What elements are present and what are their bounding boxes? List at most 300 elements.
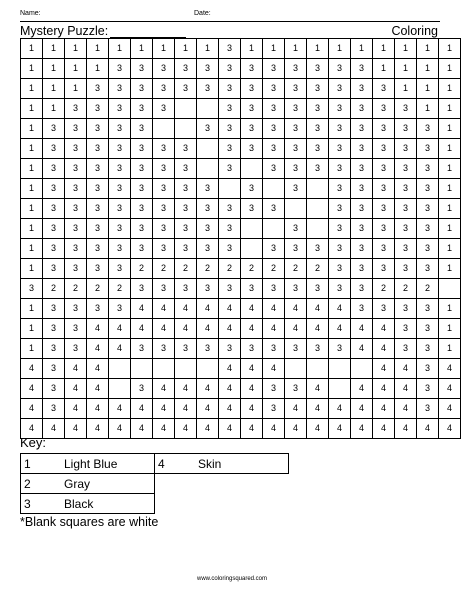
grid-cell (307, 219, 329, 239)
grid-cell: 3 (65, 319, 87, 339)
grid-cell: 4 (43, 419, 65, 439)
grid-cell: 3 (417, 259, 439, 279)
grid-cell: 3 (197, 179, 219, 199)
grid-cell: 3 (351, 219, 373, 239)
grid-cell: 3 (395, 99, 417, 119)
grid-cell: 4 (373, 359, 395, 379)
grid-cell: 4 (153, 319, 175, 339)
grid-cell: 3 (263, 119, 285, 139)
grid-cell: 1 (65, 79, 87, 99)
key-color-label: Gray (64, 476, 91, 491)
grid-cell: 4 (351, 419, 373, 439)
grid-cell: 3 (153, 339, 175, 359)
grid-cell: 3 (109, 79, 131, 99)
grid-cell: 3 (417, 379, 439, 399)
grid-cell: 3 (43, 179, 65, 199)
grid-cell: 3 (43, 379, 65, 399)
grid-cell: 3 (87, 99, 109, 119)
key-row (21, 454, 289, 474)
grid-cell (439, 279, 461, 299)
grid-cell: 4 (329, 419, 351, 439)
grid-cell: 3 (175, 199, 197, 219)
grid-cell: 3 (197, 219, 219, 239)
grid-cell: 3 (219, 79, 241, 99)
grid-cell: 1 (197, 39, 219, 59)
grid-cell: 3 (43, 219, 65, 239)
grid-cell: 3 (329, 339, 351, 359)
grid-cell: 3 (43, 399, 65, 419)
grid-cell: 3 (175, 159, 197, 179)
grid-cell (197, 159, 219, 179)
grid-cell (329, 379, 351, 399)
grid-cell: 3 (21, 279, 43, 299)
grid-row (21, 339, 461, 359)
grid-cell: 4 (263, 319, 285, 339)
grid-cell: 4 (263, 299, 285, 319)
grid-cell: 3 (87, 119, 109, 139)
grid-cell: 3 (417, 359, 439, 379)
grid-cell: 3 (175, 139, 197, 159)
grid-cell: 3 (43, 259, 65, 279)
puzzle-grid (20, 38, 461, 439)
key-title: Key: (20, 435, 47, 450)
grid-row (21, 119, 461, 139)
grid-cell: 3 (351, 139, 373, 159)
grid-cell: 3 (329, 279, 351, 299)
grid-cell: 3 (87, 219, 109, 239)
grid-cell: 3 (307, 59, 329, 79)
grid-cell: 3 (197, 339, 219, 359)
date-label: Date: (194, 10, 211, 17)
grid-cell: 3 (153, 199, 175, 219)
grid-cell: 4 (175, 419, 197, 439)
grid-cell: 3 (131, 199, 153, 219)
grid-cell: 3 (109, 299, 131, 319)
grid-row (21, 179, 461, 199)
grid-cell: 3 (219, 339, 241, 359)
grid-cell: 3 (263, 399, 285, 419)
grid-cell: 1 (21, 79, 43, 99)
grid-cell: 3 (285, 159, 307, 179)
name-label: Name: (20, 10, 41, 17)
grid-cell: 2 (109, 279, 131, 299)
grid-cell: 4 (241, 419, 263, 439)
grid-cell: 3 (351, 79, 373, 99)
grid-cell: 4 (87, 339, 109, 359)
grid-cell: 3 (417, 319, 439, 339)
grid-cell: 3 (109, 99, 131, 119)
grid-cell: 4 (241, 299, 263, 319)
grid-cell: 4 (241, 359, 263, 379)
grid-cell: 3 (373, 299, 395, 319)
grid-cell: 4 (373, 339, 395, 359)
grid-cell: 1 (21, 259, 43, 279)
grid-cell: 1 (285, 39, 307, 59)
grid-cell: 4 (439, 399, 461, 419)
grid-cell: 3 (131, 339, 153, 359)
grid-cell (109, 359, 131, 379)
grid-cell: 4 (197, 419, 219, 439)
grid-cell: 4 (131, 299, 153, 319)
grid-cell: 3 (153, 99, 175, 119)
grid-cell: 4 (219, 419, 241, 439)
grid-cell: 2 (131, 259, 153, 279)
grid-cell (175, 99, 197, 119)
grid-cell: 1 (307, 39, 329, 59)
grid-cell: 4 (87, 319, 109, 339)
key-item-gray (21, 474, 155, 494)
grid-cell: 4 (373, 379, 395, 399)
grid-cell: 3 (307, 159, 329, 179)
grid-cell: 3 (241, 139, 263, 159)
grid-cell: 1 (351, 39, 373, 59)
grid-cell: 2 (175, 259, 197, 279)
grid-cell: 3 (263, 199, 285, 219)
grid-cell: 3 (131, 139, 153, 159)
grid-row (21, 199, 461, 219)
grid-cell (109, 379, 131, 399)
grid-cell: 2 (241, 259, 263, 279)
grid-cell: 3 (131, 379, 153, 399)
grid-cell: 3 (65, 199, 87, 219)
key-row (21, 494, 289, 514)
grid-cell: 3 (65, 339, 87, 359)
grid-cell: 1 (175, 39, 197, 59)
grid-cell: 3 (131, 179, 153, 199)
grid-cell: 3 (307, 279, 329, 299)
grid-cell: 3 (329, 219, 351, 239)
key-item-skin (155, 454, 289, 474)
grid-cell: 3 (43, 239, 65, 259)
grid-cell: 3 (109, 139, 131, 159)
grid-cell: 3 (417, 119, 439, 139)
grid-cell: 3 (263, 139, 285, 159)
grid-cell: 1 (43, 59, 65, 79)
grid-cell: 3 (219, 39, 241, 59)
grid-cell: 1 (21, 39, 43, 59)
grid-cell: 4 (21, 419, 43, 439)
grid-cell: 3 (329, 179, 351, 199)
grid-cell: 3 (263, 339, 285, 359)
blank-squares-note: *Blank squares are white (20, 515, 159, 529)
grid-cell: 3 (153, 219, 175, 239)
grid-cell: 1 (109, 39, 131, 59)
key-item-light-blue (21, 454, 155, 474)
grid-cell: 4 (197, 399, 219, 419)
grid-cell: 3 (351, 59, 373, 79)
grid-cell (175, 119, 197, 139)
grid-cell: 3 (197, 239, 219, 259)
key-empty (155, 474, 289, 494)
grid-cell: 1 (439, 179, 461, 199)
grid-cell: 3 (175, 239, 197, 259)
grid-cell: 1 (329, 39, 351, 59)
grid-cell: 3 (307, 99, 329, 119)
grid-cell: 3 (43, 299, 65, 319)
grid-cell: 3 (263, 99, 285, 119)
grid-cell: 3 (131, 159, 153, 179)
grid-cell: 3 (175, 79, 197, 99)
grid-row (21, 359, 461, 379)
grid-cell: 3 (307, 139, 329, 159)
grid-cell: 3 (87, 179, 109, 199)
answer-blank (110, 27, 186, 38)
key-number: 3 (24, 496, 31, 511)
grid-cell: 3 (417, 199, 439, 219)
grid-cell: 1 (21, 339, 43, 359)
grid-cell: 3 (395, 179, 417, 199)
grid-row (21, 419, 461, 439)
grid-cell: 3 (417, 139, 439, 159)
grid-cell (241, 159, 263, 179)
grid-cell: 4 (87, 379, 109, 399)
grid-cell: 3 (43, 319, 65, 339)
grid-cell: 3 (131, 239, 153, 259)
grid-cell: 3 (417, 239, 439, 259)
grid-cell: 3 (65, 219, 87, 239)
grid-cell: 3 (329, 159, 351, 179)
grid-cell: 3 (131, 59, 153, 79)
grid-cell: 3 (329, 79, 351, 99)
grid-cell: 3 (285, 59, 307, 79)
grid-cell (197, 99, 219, 119)
grid-cell: 3 (153, 59, 175, 79)
grid-cell: 1 (439, 299, 461, 319)
grid-cell: 1 (417, 79, 439, 99)
grid-cell: 3 (241, 279, 263, 299)
grid-cell: 3 (175, 339, 197, 359)
grid-cell: 4 (109, 339, 131, 359)
grid-row (21, 99, 461, 119)
grid-cell: 3 (87, 159, 109, 179)
page-title (20, 24, 186, 38)
grid-cell (285, 359, 307, 379)
grid-cell: 3 (87, 139, 109, 159)
grid-cell: 3 (65, 259, 87, 279)
grid-cell: 3 (263, 379, 285, 399)
grid-cell: 4 (263, 419, 285, 439)
grid-cell: 3 (219, 59, 241, 79)
grid-cell: 3 (197, 279, 219, 299)
grid-cell: 3 (395, 319, 417, 339)
grid-cell: 1 (43, 99, 65, 119)
grid-cell: 4 (307, 399, 329, 419)
grid-cell: 4 (87, 419, 109, 439)
grid-row (21, 299, 461, 319)
grid-cell: 3 (351, 99, 373, 119)
grid-cell: 3 (373, 119, 395, 139)
grid-cell: 1 (241, 39, 263, 59)
grid-cell: 3 (307, 119, 329, 139)
grid-cell: 4 (241, 379, 263, 399)
grid-cell: 2 (219, 259, 241, 279)
grid-cell: 1 (263, 39, 285, 59)
grid-cell: 3 (285, 379, 307, 399)
grid-cell: 3 (373, 239, 395, 259)
grid-cell: 2 (65, 279, 87, 299)
grid-cell: 1 (21, 119, 43, 139)
grid-cell: 3 (417, 399, 439, 419)
grid-cell: 4 (395, 379, 417, 399)
grid-cell: 1 (439, 39, 461, 59)
grid-cell: 3 (241, 339, 263, 359)
grid-cell: 3 (43, 359, 65, 379)
grid-cell: 3 (65, 299, 87, 319)
grid-cell: 3 (175, 59, 197, 79)
grid-cell: 4 (307, 419, 329, 439)
grid-cell: 4 (351, 339, 373, 359)
grid-cell: 4 (439, 419, 461, 439)
grid-cell: 2 (197, 259, 219, 279)
grid-cell: 3 (351, 159, 373, 179)
grid-row (21, 379, 461, 399)
key-color-label: Black (64, 496, 94, 511)
grid-cell: 4 (109, 419, 131, 439)
grid-cell: 3 (373, 219, 395, 239)
name-date-line (20, 9, 440, 22)
grid-cell: 3 (395, 159, 417, 179)
grid-cell: 3 (285, 99, 307, 119)
grid-cell: 3 (197, 119, 219, 139)
grid-cell: 3 (219, 99, 241, 119)
grid-cell: 1 (21, 159, 43, 179)
grid-cell: 4 (373, 419, 395, 439)
grid-cell: 3 (417, 219, 439, 239)
grid-cell: 1 (373, 59, 395, 79)
grid-cell: 4 (65, 379, 87, 399)
grid-cell: 3 (87, 299, 109, 319)
grid-cell: 1 (21, 99, 43, 119)
grid-cell: 3 (351, 259, 373, 279)
grid-cell: 4 (87, 399, 109, 419)
grid-row (21, 279, 461, 299)
grid-cell: 3 (373, 139, 395, 159)
grid-cell: 3 (87, 259, 109, 279)
grid-cell (263, 219, 285, 239)
grid-cell: 3 (153, 239, 175, 259)
grid-cell: 4 (285, 319, 307, 339)
grid-cell: 1 (21, 219, 43, 239)
grid-cell: 4 (329, 399, 351, 419)
grid-cell: 3 (329, 239, 351, 259)
grid-cell: 4 (373, 399, 395, 419)
grid-row (21, 159, 461, 179)
grid-cell: 3 (219, 159, 241, 179)
grid-cell: 1 (21, 199, 43, 219)
grid-cell: 1 (43, 79, 65, 99)
grid-cell: 3 (219, 279, 241, 299)
grid-cell: 3 (43, 159, 65, 179)
grid-cell (241, 219, 263, 239)
grid-cell: 4 (439, 359, 461, 379)
grid-cell: 2 (153, 259, 175, 279)
grid-cell: 1 (21, 299, 43, 319)
grid-cell: 1 (417, 59, 439, 79)
grid-cell: 1 (439, 339, 461, 359)
grid-cell: 4 (219, 379, 241, 399)
grid-cell (175, 359, 197, 379)
grid-cell: 3 (153, 279, 175, 299)
key-number: 2 (24, 476, 31, 491)
grid-cell: 4 (109, 399, 131, 419)
grid-cell: 1 (439, 259, 461, 279)
grid-cell: 4 (241, 399, 263, 419)
grid-cell (329, 359, 351, 379)
grid-cell: 3 (65, 239, 87, 259)
grid-row (21, 79, 461, 99)
grid-cell (197, 359, 219, 379)
grid-cell (241, 239, 263, 259)
grid-cell: 3 (285, 239, 307, 259)
grid-cell: 4 (197, 319, 219, 339)
grid-cell: 3 (395, 239, 417, 259)
grid-cell: 4 (65, 359, 87, 379)
grid-cell: 3 (263, 239, 285, 259)
grid-cell: 4 (21, 379, 43, 399)
grid-cell: 3 (241, 99, 263, 119)
grid-cell: 3 (65, 119, 87, 139)
grid-cell: 4 (263, 359, 285, 379)
grid-cell: 3 (175, 179, 197, 199)
grid-cell: 3 (395, 299, 417, 319)
grid-cell: 2 (373, 279, 395, 299)
grid-cell: 4 (219, 299, 241, 319)
grid-cell: 2 (417, 279, 439, 299)
grid-cell: 4 (351, 319, 373, 339)
grid-cell: 3 (43, 339, 65, 359)
grid-cell: 1 (131, 39, 153, 59)
grid-row (21, 139, 461, 159)
grid-cell: 3 (109, 219, 131, 239)
grid-cell: 3 (285, 119, 307, 139)
grid-cell: 1 (417, 39, 439, 59)
grid-cell: 4 (351, 399, 373, 419)
grid-cell: 2 (395, 279, 417, 299)
grid-cell: 3 (109, 199, 131, 219)
grid-cell: 3 (395, 119, 417, 139)
page-title-text: Mystery Puzzle: (20, 24, 109, 38)
grid-cell: 3 (417, 179, 439, 199)
grid-cell: 3 (43, 139, 65, 159)
grid-cell: 4 (153, 399, 175, 419)
grid-cell: 3 (153, 159, 175, 179)
grid-row (21, 239, 461, 259)
grid-cell: 3 (87, 239, 109, 259)
grid-cell: 1 (439, 119, 461, 139)
grid-row (21, 399, 461, 419)
key-number: 4 (158, 456, 165, 471)
grid-cell (197, 139, 219, 159)
grid-cell: 4 (131, 419, 153, 439)
grid-cell: 1 (439, 159, 461, 179)
grid-cell: 3 (395, 259, 417, 279)
grid-cell: 4 (285, 299, 307, 319)
grid-cell: 4 (373, 319, 395, 339)
grid-cell: 3 (219, 119, 241, 139)
grid-cell: 3 (153, 179, 175, 199)
grid-cell: 3 (65, 179, 87, 199)
grid-cell: 1 (439, 199, 461, 219)
grid-cell: 3 (351, 179, 373, 199)
grid-cell: 3 (263, 159, 285, 179)
grid-cell: 3 (417, 159, 439, 179)
grid-cell: 4 (329, 319, 351, 339)
grid-cell: 4 (175, 299, 197, 319)
grid-cell: 4 (439, 379, 461, 399)
grid-cell: 3 (329, 59, 351, 79)
grid-cell: 4 (219, 359, 241, 379)
grid-cell: 3 (395, 139, 417, 159)
